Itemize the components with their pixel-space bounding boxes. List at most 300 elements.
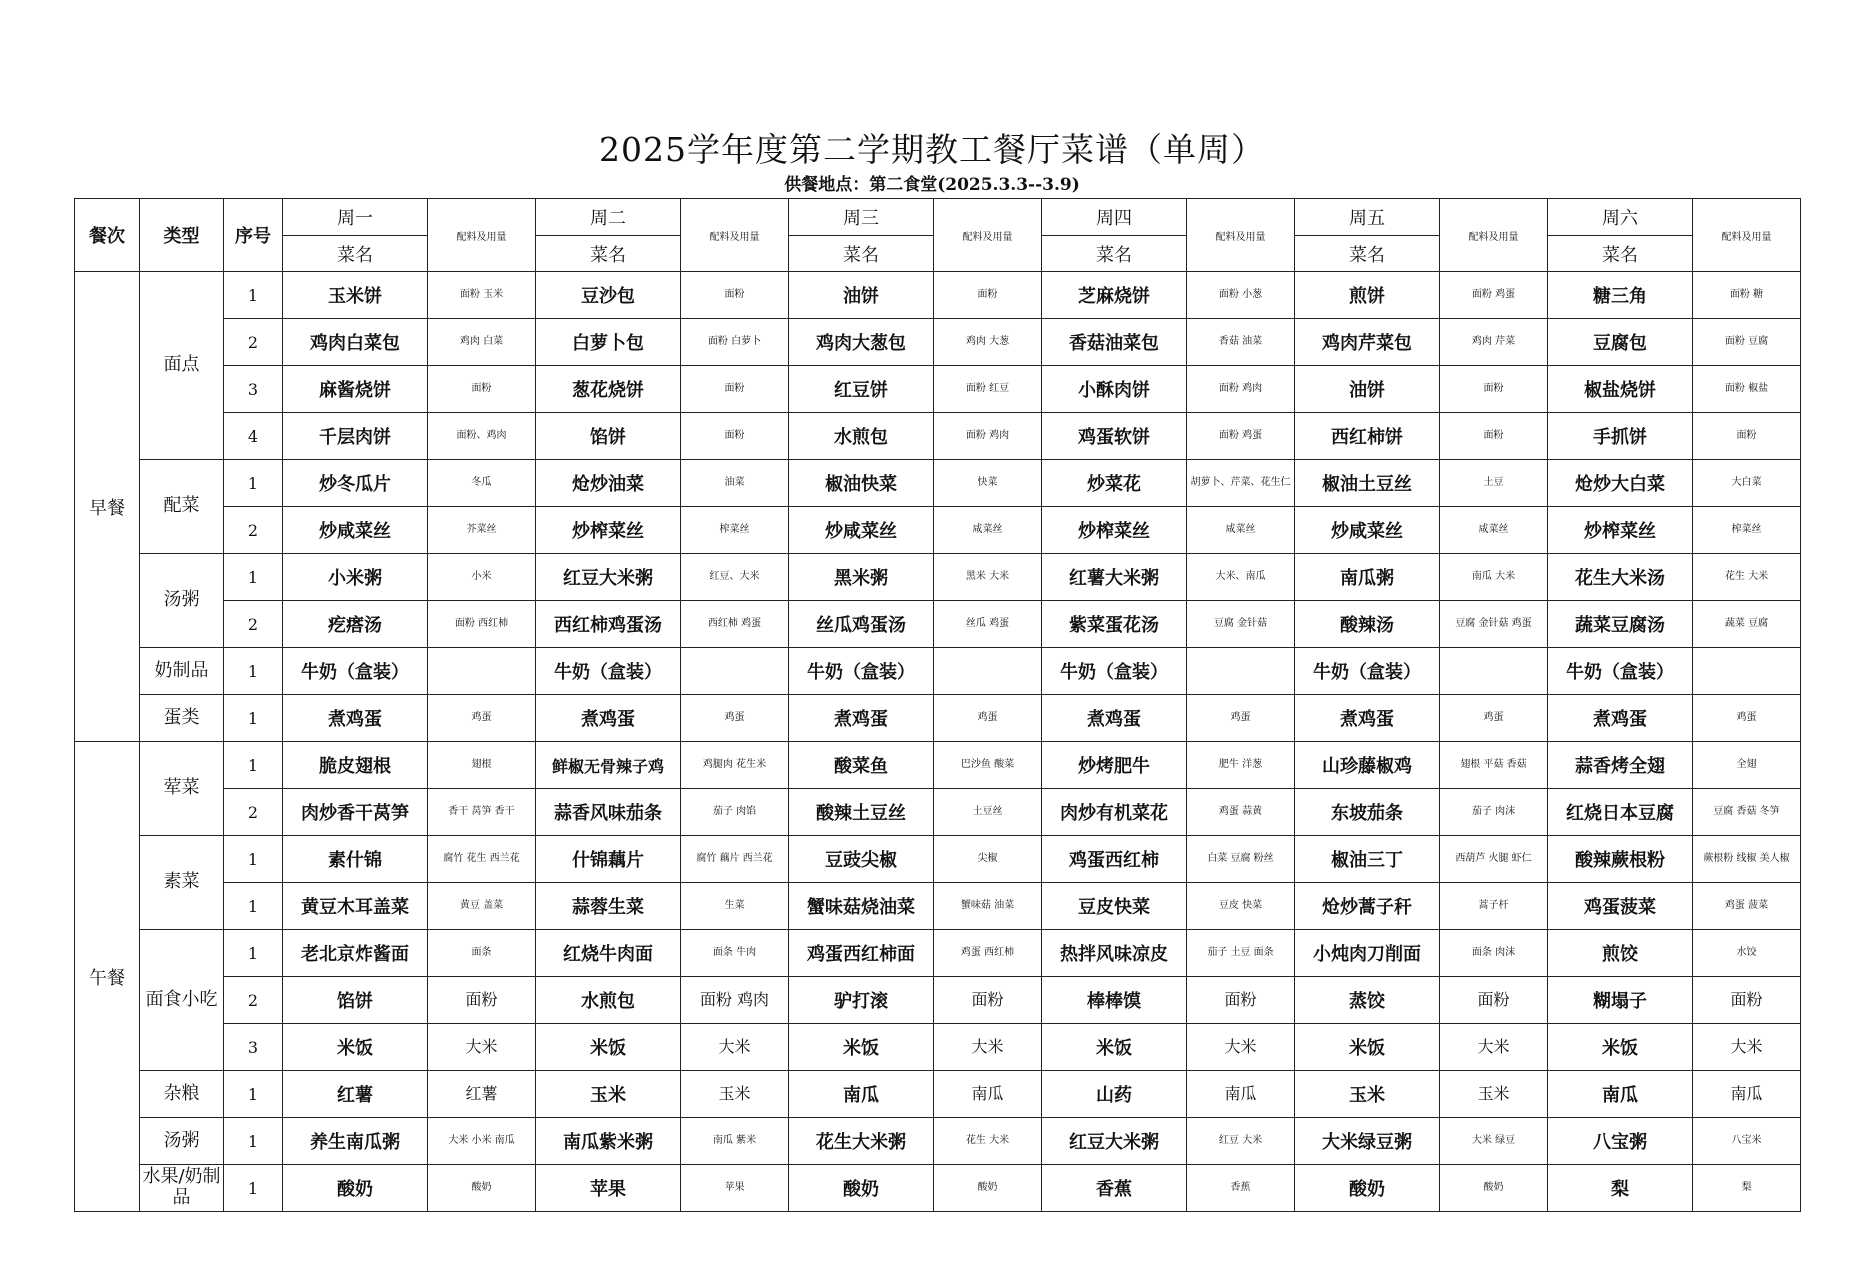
dish-name: 葱花烧饼 <box>536 366 681 413</box>
dish-name: 椒盐烧饼 <box>1548 366 1693 413</box>
dish-ingredients: 蔬菜 豆腐 <box>1693 601 1801 648</box>
row-number: 1 <box>224 1118 283 1165</box>
dish-name: 鸡蛋西红柿面 <box>789 930 934 977</box>
dish-name: 炒咸菜丝 <box>283 507 428 554</box>
dish-ingredients: 翅根 平菇 香菇 <box>1440 742 1548 789</box>
dish-name: 紫菜蛋花汤 <box>1042 601 1187 648</box>
dish-name: 脆皮翅根 <box>283 742 428 789</box>
header-ingredient: 配料及用量 <box>428 199 536 272</box>
dish-name: 米饭 <box>789 1024 934 1071</box>
dish-ingredients: 面条 牛肉 <box>681 930 789 977</box>
dish-ingredients: 香蕉 <box>1187 1165 1295 1212</box>
dish-ingredients: 面粉 <box>428 977 536 1024</box>
dish-name: 南瓜粥 <box>1295 554 1440 601</box>
dish-name: 黄豆木耳盖菜 <box>283 883 428 930</box>
dish-name: 炒榨菜丝 <box>1042 507 1187 554</box>
row-number: 2 <box>224 319 283 366</box>
dish-name: 煮鸡蛋 <box>1295 695 1440 742</box>
dish-ingredients: 花生 大米 <box>934 1118 1042 1165</box>
dish-ingredients: 面粉 <box>428 366 536 413</box>
menu-body <box>75 272 1801 1212</box>
dish-ingredients: 鸡蛋 <box>1440 695 1548 742</box>
table-row <box>75 366 1801 413</box>
dish-name: 香蕉 <box>1042 1165 1187 1212</box>
meal-label: 午餐 <box>75 742 140 1212</box>
header-meal: 餐次 <box>75 199 140 272</box>
header-dish: 菜名 <box>1295 236 1440 272</box>
dish-ingredients: 花生 大米 <box>1693 554 1801 601</box>
dish-ingredients: 面粉 红豆 <box>934 366 1042 413</box>
row-number: 1 <box>224 930 283 977</box>
dish-name: 大米绿豆粥 <box>1295 1118 1440 1165</box>
dish-name: 牛奶（盒装） <box>536 648 681 695</box>
dish-name: 梨 <box>1548 1165 1693 1212</box>
dish-ingredients: 酸奶 <box>428 1165 536 1212</box>
dish-name: 红烧日本豆腐 <box>1548 789 1693 836</box>
dish-name: 酸菜鱼 <box>789 742 934 789</box>
category-label: 面点 <box>140 272 224 460</box>
dish-ingredients: 豆腐 金针菇 鸡蛋 <box>1440 601 1548 648</box>
dish-name: 鸡肉大葱包 <box>789 319 934 366</box>
dish-ingredients: 西红柿 鸡蛋 <box>681 601 789 648</box>
dish-ingredients: 油菜 <box>681 460 789 507</box>
dish-ingredients: 面粉 <box>681 272 789 319</box>
dish-name: 水煎包 <box>789 413 934 460</box>
dish-ingredients: 咸菜丝 <box>1440 507 1548 554</box>
dish-name: 什锦藕片 <box>536 836 681 883</box>
dish-ingredients: 大米 <box>681 1024 789 1071</box>
dish-name: 手抓饼 <box>1548 413 1693 460</box>
dish-name: 馅饼 <box>283 977 428 1024</box>
dish-name: 炝炒大白菜 <box>1548 460 1693 507</box>
dish-name: 丝瓜鸡蛋汤 <box>789 601 934 648</box>
table-row <box>75 695 1801 742</box>
dish-name: 炒榨菜丝 <box>536 507 681 554</box>
dish-name: 馅饼 <box>536 413 681 460</box>
dish-ingredients: 鸡蛋 <box>681 695 789 742</box>
meal-label: 早餐 <box>75 272 140 742</box>
dish-name: 蔬菜豆腐汤 <box>1548 601 1693 648</box>
dish-name: 红豆大米粥 <box>1042 1118 1187 1165</box>
dish-name: 煎饺 <box>1548 930 1693 977</box>
dish-name: 热拌风味凉皮 <box>1042 930 1187 977</box>
dish-name: 炝炒蒿子秆 <box>1295 883 1440 930</box>
dish-ingredients: 水饺 <box>1693 930 1801 977</box>
dish-ingredients: 大米 <box>428 1024 536 1071</box>
dish-name: 肉炒香干莴笋 <box>283 789 428 836</box>
dish-ingredients: 茄子 肉馅 <box>681 789 789 836</box>
dish-ingredients <box>681 648 789 695</box>
dish-name: 蒜蓉生菜 <box>536 883 681 930</box>
category-label: 素菜 <box>140 836 224 930</box>
dish-name: 酸辣蕨根粉 <box>1548 836 1693 883</box>
dish-ingredients: 面粉 椒盐 <box>1693 366 1801 413</box>
dish-ingredients: 西葫芦 火腿 虾仁 <box>1440 836 1548 883</box>
dish-ingredients: 玉米 <box>1440 1071 1548 1118</box>
dish-ingredients: 豆腐 金针菇 <box>1187 601 1295 648</box>
dish-name: 麻酱烧饼 <box>283 366 428 413</box>
dish-name: 牛奶（盒装） <box>1295 648 1440 695</box>
dish-name: 山药 <box>1042 1071 1187 1118</box>
dish-name: 酸奶 <box>789 1165 934 1212</box>
dish-ingredients: 肥牛 洋葱 <box>1187 742 1295 789</box>
dish-name: 南瓜 <box>1548 1071 1693 1118</box>
dish-ingredients: 酸奶 <box>934 1165 1042 1212</box>
header-ingredient: 配料及用量 <box>1187 199 1295 272</box>
dish-name: 煮鸡蛋 <box>536 695 681 742</box>
dish-ingredients: 红豆 大米 <box>1187 1118 1295 1165</box>
dish-name: 红烧牛肉面 <box>536 930 681 977</box>
dish-name: 南瓜 <box>789 1071 934 1118</box>
dish-ingredients: 咸菜丝 <box>1187 507 1295 554</box>
dish-ingredients: 大米 <box>1440 1024 1548 1071</box>
row-number: 2 <box>224 789 283 836</box>
dish-name: 煮鸡蛋 <box>1548 695 1693 742</box>
dish-ingredients: 胡萝卜、芹菜、花生仁 <box>1187 460 1295 507</box>
dish-ingredients: 南瓜 紫米 <box>681 1118 789 1165</box>
dish-name: 花生大米汤 <box>1548 554 1693 601</box>
dish-ingredients: 巴沙鱼 酸菜 <box>934 742 1042 789</box>
dish-name: 炒咸菜丝 <box>789 507 934 554</box>
header-ingredient: 配料及用量 <box>681 199 789 272</box>
dish-name: 白萝卜包 <box>536 319 681 366</box>
table-row <box>75 1024 1801 1071</box>
dish-ingredients: 梨 <box>1693 1165 1801 1212</box>
dish-name: 炒冬瓜片 <box>283 460 428 507</box>
header-ingredient: 配料及用量 <box>934 199 1042 272</box>
dish-name: 米饭 <box>1548 1024 1693 1071</box>
page-title: 2025学年度第二学期教工餐厅菜谱（单周） <box>599 130 1265 169</box>
dish-ingredients: 豆皮 快菜 <box>1187 883 1295 930</box>
row-number: 1 <box>224 742 283 789</box>
dish-name: 牛奶（盒装） <box>789 648 934 695</box>
row-number: 2 <box>224 977 283 1024</box>
row-number: 1 <box>224 1071 283 1118</box>
header-ingredient: 配料及用量 <box>1440 199 1548 272</box>
dish-name: 酸辣汤 <box>1295 601 1440 648</box>
header-dish: 菜名 <box>283 236 428 272</box>
table-row <box>75 883 1801 930</box>
dish-name: 米饭 <box>1295 1024 1440 1071</box>
dish-ingredients: 冬瓜 <box>428 460 536 507</box>
dish-ingredients: 大米、南瓜 <box>1187 554 1295 601</box>
dish-ingredients: 面粉 鸡蛋 <box>1440 272 1548 319</box>
dish-name: 米饭 <box>283 1024 428 1071</box>
dish-name: 小米粥 <box>283 554 428 601</box>
dish-name: 煎饼 <box>1295 272 1440 319</box>
dish-name: 豆沙包 <box>536 272 681 319</box>
header-type: 类型 <box>140 199 224 272</box>
dish-ingredients <box>1440 648 1548 695</box>
dish-name: 鸡肉白菜包 <box>283 319 428 366</box>
dish-name: 煮鸡蛋 <box>283 695 428 742</box>
header-day: 周一 <box>283 199 428 236</box>
dish-ingredients: 大白菜 <box>1693 460 1801 507</box>
row-number: 1 <box>224 554 283 601</box>
dish-name: 东坡茄条 <box>1295 789 1440 836</box>
dish-ingredients: 腐竹 藕片 西兰花 <box>681 836 789 883</box>
dish-name: 炝炒油菜 <box>536 460 681 507</box>
dish-ingredients: 腐竹 花生 西兰花 <box>428 836 536 883</box>
dish-name: 煮鸡蛋 <box>1042 695 1187 742</box>
dish-name: 肉炒有机菜花 <box>1042 789 1187 836</box>
table-row <box>75 789 1801 836</box>
row-number: 2 <box>224 601 283 648</box>
table-row <box>75 413 1801 460</box>
table-row <box>75 648 1801 695</box>
table-row <box>75 1071 1801 1118</box>
category-label: 汤粥 <box>140 1118 224 1165</box>
dish-name: 红豆大米粥 <box>536 554 681 601</box>
dish-name: 鸡蛋西红柿 <box>1042 836 1187 883</box>
dish-name: 椒油快菜 <box>789 460 934 507</box>
dish-name: 煮鸡蛋 <box>789 695 934 742</box>
dish-ingredients: 面粉 糖 <box>1693 272 1801 319</box>
dish-name: 酸奶 <box>1295 1165 1440 1212</box>
dish-ingredients: 芥菜丝 <box>428 507 536 554</box>
dish-name: 鲜椒无骨辣子鸡 <box>536 742 681 789</box>
dish-ingredients: 玉米 <box>681 1071 789 1118</box>
header-day: 周三 <box>789 199 934 236</box>
dish-name: 苹果 <box>536 1165 681 1212</box>
dish-ingredients: 尖椒 <box>934 836 1042 883</box>
table-row <box>75 460 1801 507</box>
category-label: 水果/奶制品 <box>140 1165 224 1212</box>
dish-ingredients: 面粉 <box>1693 413 1801 460</box>
dish-name: 素什锦 <box>283 836 428 883</box>
dish-ingredients: 榨菜丝 <box>1693 507 1801 554</box>
dish-ingredients: 鸡蛋 菠菜 <box>1693 883 1801 930</box>
row-number: 2 <box>224 507 283 554</box>
dish-ingredients: 面粉 鸡蛋 <box>1187 413 1295 460</box>
dish-ingredients: 面粉 <box>1440 413 1548 460</box>
dish-name: 炒菜花 <box>1042 460 1187 507</box>
dish-name: 八宝粥 <box>1548 1118 1693 1165</box>
table-row <box>75 742 1801 789</box>
dish-ingredients: 白菜 豆腐 粉丝 <box>1187 836 1295 883</box>
header-dish: 菜名 <box>1042 236 1187 272</box>
row-number: 1 <box>224 883 283 930</box>
dish-ingredients: 蟹味菇 油菜 <box>934 883 1042 930</box>
header-ingredient: 配料及用量 <box>1693 199 1801 272</box>
dish-ingredients: 大米 <box>1693 1024 1801 1071</box>
dish-name: 老北京炸酱面 <box>283 930 428 977</box>
page-subtitle: 供餐地点：第二食堂(2025.3.3--3.9) <box>784 175 1080 195</box>
table-row <box>75 319 1801 366</box>
dish-ingredients: 大米 <box>934 1024 1042 1071</box>
dish-ingredients: 大米 绿豆 <box>1440 1118 1548 1165</box>
table-row <box>75 836 1801 883</box>
table-row <box>75 930 1801 977</box>
dish-ingredients: 全翅 <box>1693 742 1801 789</box>
dish-ingredients: 面粉 <box>681 413 789 460</box>
category-label: 配菜 <box>140 460 224 554</box>
dish-name: 炒榨菜丝 <box>1548 507 1693 554</box>
dish-ingredients: 南瓜 大米 <box>1440 554 1548 601</box>
dish-ingredients: 小米 <box>428 554 536 601</box>
dish-name: 豆腐包 <box>1548 319 1693 366</box>
dish-name: 糖三角 <box>1548 272 1693 319</box>
dish-ingredients: 大米 小米 南瓜 <box>428 1118 536 1165</box>
dish-ingredients: 南瓜 <box>1187 1071 1295 1118</box>
dish-name: 牛奶（盒装） <box>1042 648 1187 695</box>
dish-ingredients: 面粉 西红柿 <box>428 601 536 648</box>
dish-name: 千层肉饼 <box>283 413 428 460</box>
dish-name: 蒜香风味茄条 <box>536 789 681 836</box>
dish-name: 芝麻烧饼 <box>1042 272 1187 319</box>
header-day: 周四 <box>1042 199 1187 236</box>
dish-name: 水煎包 <box>536 977 681 1024</box>
header-dish: 菜名 <box>789 236 934 272</box>
dish-ingredients: 面粉、鸡肉 <box>428 413 536 460</box>
dish-name: 小炖肉刀削面 <box>1295 930 1440 977</box>
dish-name: 椒油三丁 <box>1295 836 1440 883</box>
dish-ingredients: 南瓜 <box>934 1071 1042 1118</box>
dish-name: 牛奶（盒装） <box>1548 648 1693 695</box>
dish-ingredients: 大米 <box>1187 1024 1295 1071</box>
header-day: 周二 <box>536 199 681 236</box>
dish-name: 小酥肉饼 <box>1042 366 1187 413</box>
header-dish: 菜名 <box>1548 236 1693 272</box>
dish-ingredients: 面粉 小葱 <box>1187 272 1295 319</box>
dish-ingredients <box>428 648 536 695</box>
row-number: 1 <box>224 695 283 742</box>
dish-ingredients: 鸡蛋 蒜黄 <box>1187 789 1295 836</box>
dish-name: 酸辣土豆丝 <box>789 789 934 836</box>
dish-ingredients: 蕨根粉 线椒 美人椒 <box>1693 836 1801 883</box>
header-row-days <box>75 199 1801 236</box>
category-label: 面食小吃 <box>140 930 224 1071</box>
dish-ingredients: 茄子 肉沫 <box>1440 789 1548 836</box>
table-row <box>75 507 1801 554</box>
table-row <box>75 554 1801 601</box>
dish-name: 米饭 <box>536 1024 681 1071</box>
dish-ingredients: 鸡蛋 <box>1187 695 1295 742</box>
row-number: 1 <box>224 272 283 319</box>
dish-ingredients: 丝瓜 鸡蛋 <box>934 601 1042 648</box>
dish-name: 西红柿饼 <box>1295 413 1440 460</box>
dish-name: 糊塌子 <box>1548 977 1693 1024</box>
dish-name: 驴打滚 <box>789 977 934 1024</box>
dish-ingredients: 面粉 白萝卜 <box>681 319 789 366</box>
dish-name: 红薯 <box>283 1071 428 1118</box>
dish-ingredients: 面粉 <box>1440 366 1548 413</box>
dish-ingredients: 鸡肉 芹菜 <box>1440 319 1548 366</box>
dish-name: 花生大米粥 <box>789 1118 934 1165</box>
dish-ingredients: 面粉 <box>934 977 1042 1024</box>
row-number: 4 <box>224 413 283 460</box>
table-row <box>75 272 1801 319</box>
dish-name: 红薯大米粥 <box>1042 554 1187 601</box>
dish-name: 鸡蛋软饼 <box>1042 413 1187 460</box>
dish-ingredients: 鸡肉 白菜 <box>428 319 536 366</box>
dish-ingredients: 鸡蛋 <box>1693 695 1801 742</box>
dish-ingredients <box>1187 648 1295 695</box>
dish-ingredients: 鸡蛋 <box>934 695 1042 742</box>
dish-ingredients: 红豆、大米 <box>681 554 789 601</box>
dish-ingredients <box>1693 648 1801 695</box>
dish-ingredients: 快菜 <box>934 460 1042 507</box>
header-day: 周六 <box>1548 199 1693 236</box>
dish-name: 豆豉尖椒 <box>789 836 934 883</box>
dish-ingredients: 鸡蛋 西红柿 <box>934 930 1042 977</box>
dish-ingredients: 面条 <box>428 930 536 977</box>
dish-ingredients: 苹果 <box>681 1165 789 1212</box>
dish-name: 炒咸菜丝 <box>1295 507 1440 554</box>
row-number: 1 <box>224 648 283 695</box>
dish-name: 棒棒馍 <box>1042 977 1187 1024</box>
dish-ingredients: 香干 莴笋 香干 <box>428 789 536 836</box>
dish-name: 玉米饼 <box>283 272 428 319</box>
dish-name: 玉米 <box>1295 1071 1440 1118</box>
dish-ingredients: 土豆 <box>1440 460 1548 507</box>
row-number: 1 <box>224 836 283 883</box>
dish-ingredients: 面粉 豆腐 <box>1693 319 1801 366</box>
header-day: 周五 <box>1295 199 1440 236</box>
dish-name: 油饼 <box>1295 366 1440 413</box>
row-number: 1 <box>224 1165 283 1212</box>
header-num: 序号 <box>224 199 283 272</box>
table-row <box>75 977 1801 1024</box>
dish-ingredients: 面粉 <box>681 366 789 413</box>
dish-ingredients: 土豆丝 <box>934 789 1042 836</box>
dish-ingredients: 南瓜 <box>1693 1071 1801 1118</box>
dish-name: 香菇油菜包 <box>1042 319 1187 366</box>
dish-name: 黑米粥 <box>789 554 934 601</box>
dish-ingredients: 榨菜丝 <box>681 507 789 554</box>
dish-name: 南瓜紫米粥 <box>536 1118 681 1165</box>
dish-ingredients: 面粉 <box>934 272 1042 319</box>
dish-name: 西红柿鸡蛋汤 <box>536 601 681 648</box>
dish-ingredients: 面粉 玉米 <box>428 272 536 319</box>
header-dish: 菜名 <box>536 236 681 272</box>
dish-name: 红豆饼 <box>789 366 934 413</box>
dish-ingredients: 鸡蛋 <box>428 695 536 742</box>
dish-name: 鸡肉芹菜包 <box>1295 319 1440 366</box>
dish-ingredients: 红薯 <box>428 1071 536 1118</box>
dish-ingredients <box>934 648 1042 695</box>
dish-ingredients: 香菇 油菜 <box>1187 319 1295 366</box>
category-label: 汤粥 <box>140 554 224 648</box>
dish-ingredients: 黄豆 盖菜 <box>428 883 536 930</box>
dish-ingredients: 面粉 <box>1440 977 1548 1024</box>
dish-name: 炒烤肥牛 <box>1042 742 1187 789</box>
dish-ingredients: 生菜 <box>681 883 789 930</box>
dish-ingredients: 豆腐 香菇 冬笋 <box>1693 789 1801 836</box>
dish-name: 疙瘩汤 <box>283 601 428 648</box>
dish-name: 山珍藤椒鸡 <box>1295 742 1440 789</box>
dish-ingredients: 面粉 <box>1187 977 1295 1024</box>
dish-ingredients: 鸡肉 大葱 <box>934 319 1042 366</box>
dish-ingredients: 酸奶 <box>1440 1165 1548 1212</box>
dish-name: 鸡蛋菠菜 <box>1548 883 1693 930</box>
dish-name: 蒸饺 <box>1295 977 1440 1024</box>
dish-ingredients: 面条 肉沫 <box>1440 930 1548 977</box>
table-row <box>75 1165 1801 1212</box>
category-label: 奶制品 <box>140 648 224 695</box>
dish-name: 蟹味菇烧油菜 <box>789 883 934 930</box>
dish-name: 油饼 <box>789 272 934 319</box>
dish-name: 椒油土豆丝 <box>1295 460 1440 507</box>
row-number: 3 <box>224 366 283 413</box>
dish-ingredients: 翅根 <box>428 742 536 789</box>
table-row <box>75 1118 1801 1165</box>
category-label: 杂粮 <box>140 1071 224 1118</box>
table-row <box>75 601 1801 648</box>
dish-ingredients: 黑米 大米 <box>934 554 1042 601</box>
dish-ingredients: 咸菜丝 <box>934 507 1042 554</box>
dish-name: 豆皮快菜 <box>1042 883 1187 930</box>
